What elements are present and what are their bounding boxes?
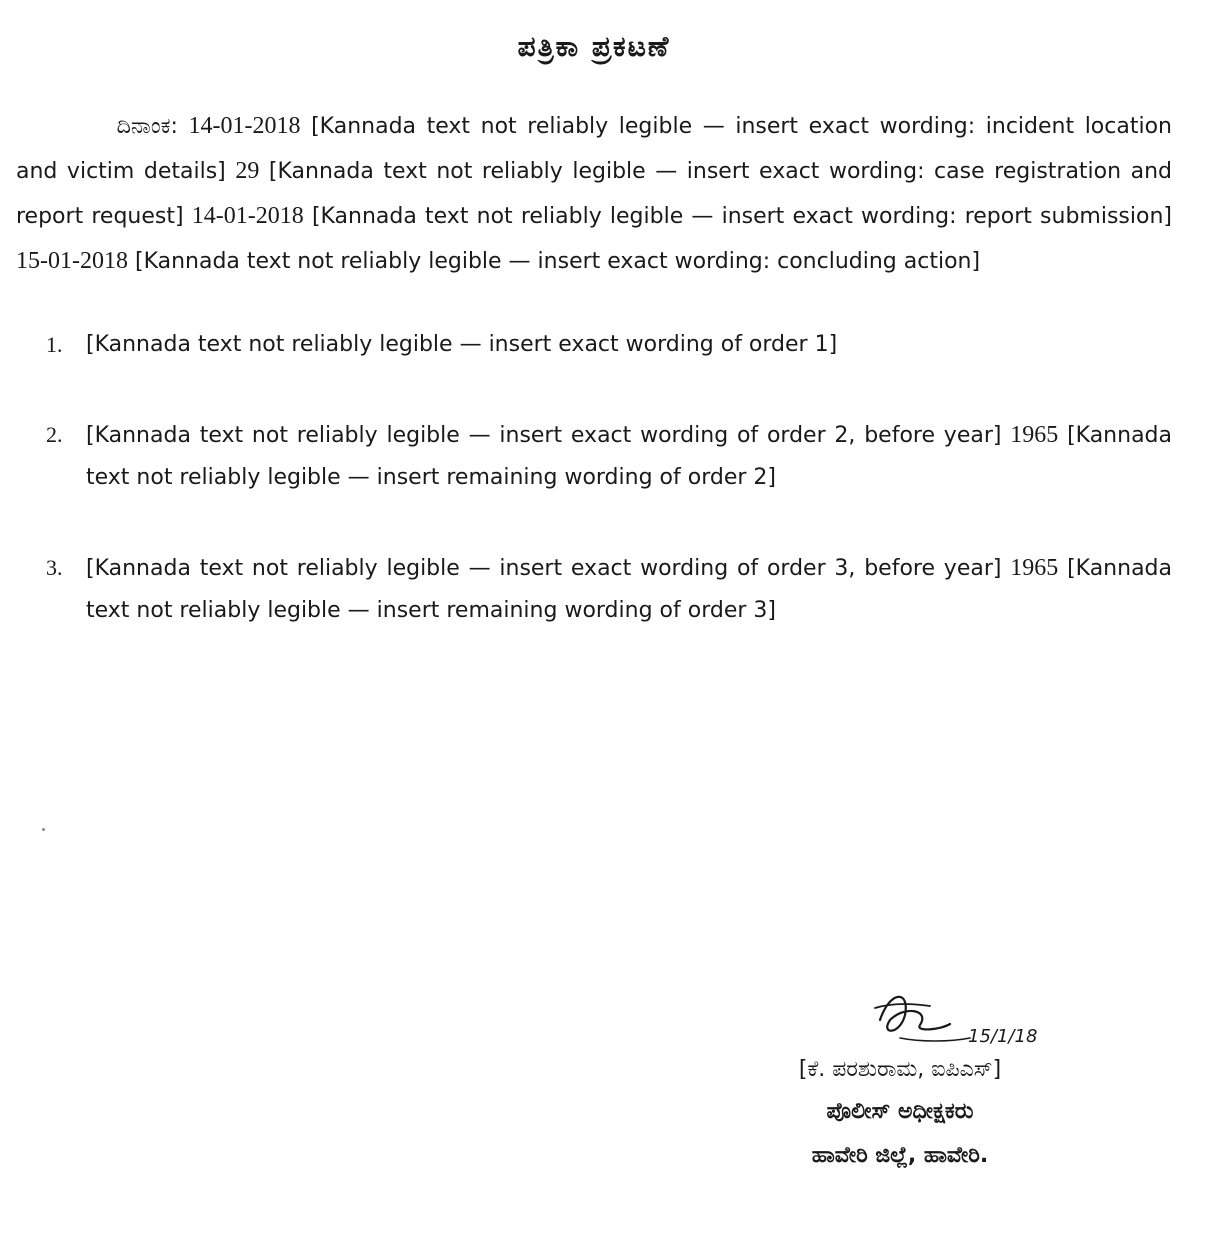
order-item-3 [16,547,1172,632]
order-item-1 [16,324,1172,366]
intro-age-value: 29 [235,158,260,184]
order-text-3-before: [Kannada text not reliably legible — insert exact wording of order 3, before year] [86,556,1002,581]
order-number-1: 1. [46,332,63,357]
intro-date-1: 14-01-2018 [188,113,301,139]
intro-paragraph [16,104,1172,284]
signatory-name: [ಕೆ. ಪರಶುರಾಮ, ಐಪಿಎಸ್] [798,1057,1002,1082]
handwritten-date: 15/1/18 [968,1026,1038,1047]
handwritten-signature [860,980,1040,1060]
order-number-3: 3. [46,555,63,580]
signature-block [740,990,1060,1178]
order-number-2: 2. [46,422,63,447]
order-year-3: 1965 [1010,555,1059,581]
intro-text-4: [Kannada text not reliably legible — insert exact wording: concluding action] [134,249,981,274]
intro-date-2: 14-01-2018 [191,203,304,229]
intro-text-2: [Kannada text not reliably legible — insert exact wording: case registration and report request] [16,159,1173,229]
order-text-1: [Kannada text not reliably legible — insert exact wording of order 1] [86,332,838,357]
order-text-2-after: [Kannada text not reliably legible — insert remaining wording of order 2] [86,423,1172,490]
intro-text-3: [Kannada text not reliably legible — insert exact wording: report submission] [311,204,1172,229]
order-item-2 [16,414,1172,499]
order-text-3-after: [Kannada text not reliably legible — insert remaining wording of order 3] [86,556,1172,623]
document-title: ಪತ್ರಿಕಾ ಪ್ರಕಟಣೆ [517,30,671,63]
order-text-2-before: [Kannada text not reliably legible — insert exact wording of order 2, before year] [86,423,1002,448]
order-year-2: 1965 [1010,422,1059,448]
orders-list [16,324,1172,632]
intro-date-3: 15-01-2018 [16,248,128,274]
signatory-designation: ಪೊಲೀಸ್ ಅಧೀಕ್ಷಕರು [826,1099,974,1124]
signatory-office: ಹಾವೇರಿ ಜಿಲ್ಲೆ, ಹಾವೇರಿ. [811,1143,989,1168]
intro-date-label: ದಿನಾಂಕ: [116,114,178,139]
scan-speck [42,828,45,831]
intro-text-1: [Kannada text not reliably legible — insert exact wording: incident location and victim details] [16,114,1172,184]
